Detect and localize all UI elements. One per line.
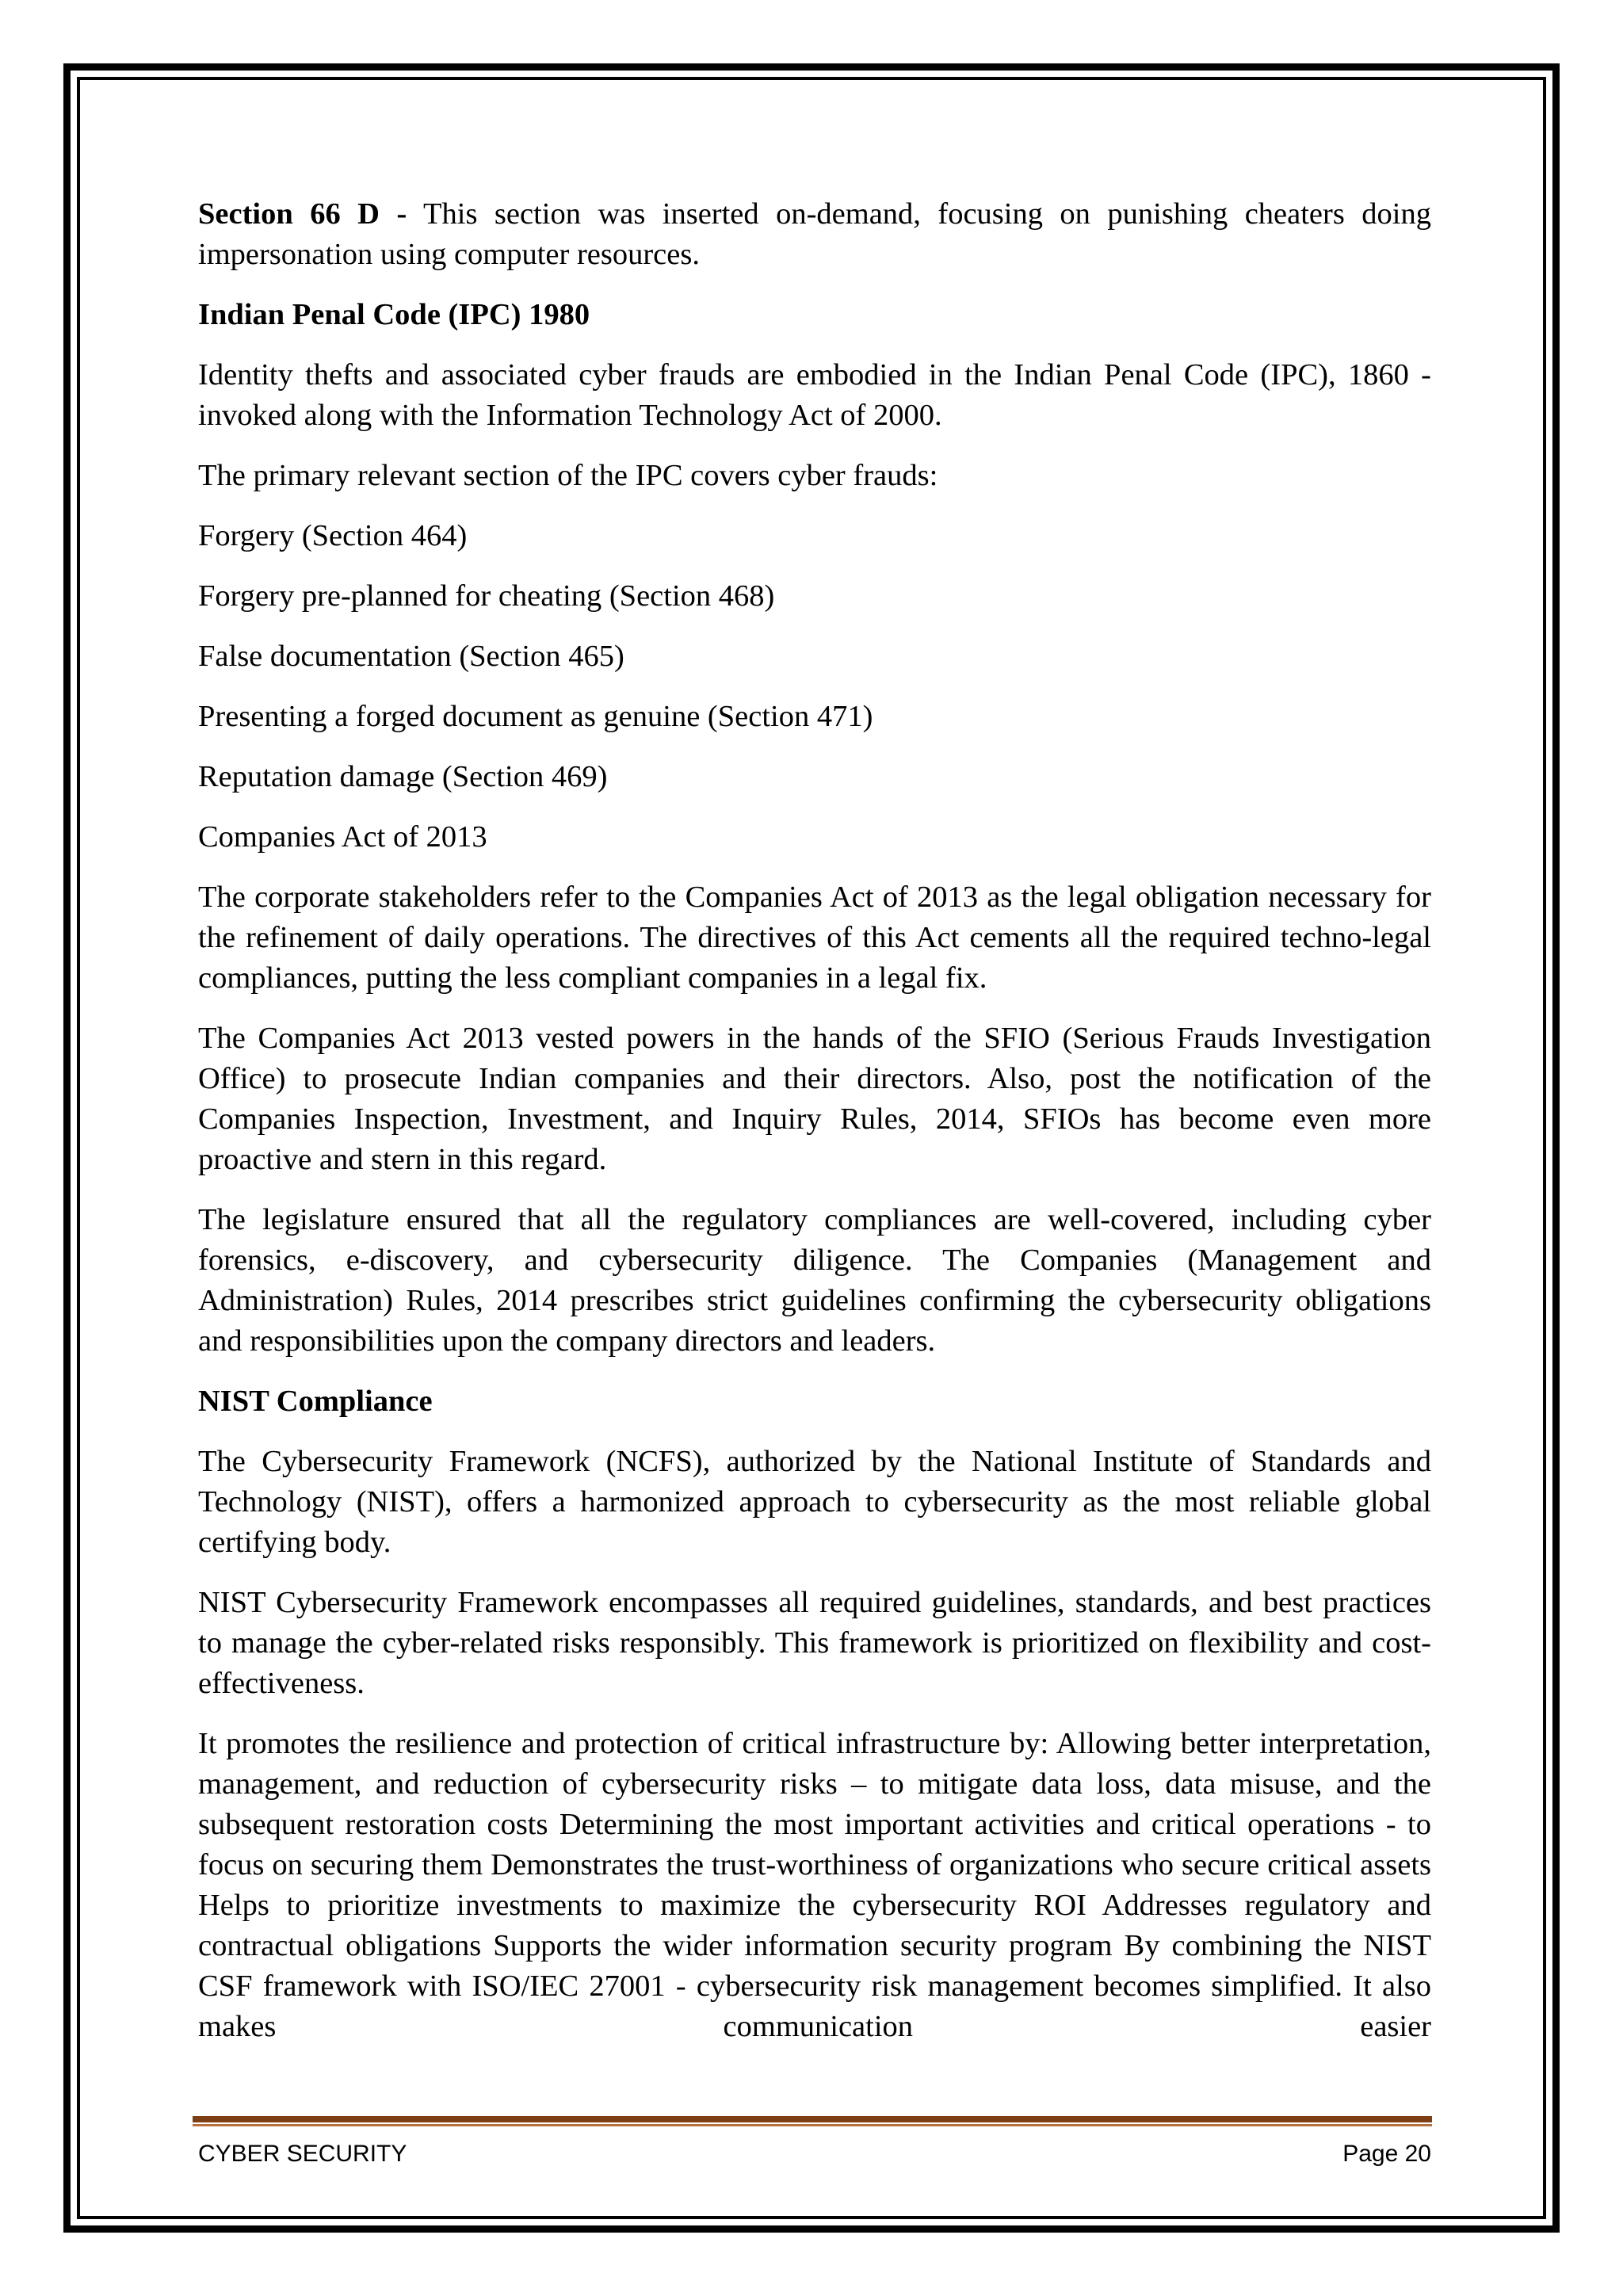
- ipc-heading: Indian Penal Code (IPC) 1980: [198, 298, 590, 331]
- companies-act-paragraph-1: The corporate stakeholders refer to the Companies Act of 2013 as the legal obligation necessary for the refinement of daily operations. The directives of this Act cements all the required techno-legal compliances, putting the less compliant companies in a legal fix.: [198, 881, 1431, 995]
- section-66d-paragraph: [198, 194, 1431, 275]
- page-footer: [198, 2137, 1431, 2172]
- footer-rule-thick: [193, 2116, 1432, 2122]
- ipc-intro-paragraph: Identity thefts and associated cyber frauds are embodied in the Indian Penal Code (IPC), 1860 - invoked along with the Information Technology Act of 2000.: [198, 358, 1431, 432]
- ipc-item-forgery-cheating: Forgery pre-planned for cheating (Section 468): [198, 579, 775, 613]
- companies-act-paragraph-3: The legislature ensured that all the regulatory compliances are well-covered, including cyber forensics, e-discovery, and cybersecurity diligence. The Companies (Management and Administration) Rules, 2014 prescribes strict guidelines confirming the cybersecurity obligations and responsibilities upon the company directors and leaders.: [198, 1203, 1431, 1358]
- nist-paragraph-1: The Cybersecurity Framework (NCFS), authorized by the National Institute of Standards and Technology (NIST), offers a harmonized approach to cybersecurity as the most reliable global certifying body.: [198, 1445, 1431, 1559]
- page-body: [198, 194, 1431, 2047]
- footer-title: CYBER SECURITY: [198, 2141, 407, 2167]
- nist-paragraph-2: NIST Cybersecurity Framework encompasses all required guidelines, standards, and best practices to manage the cyber-related risks responsibly. This framework is prioritized on flexibility and cost-effectiveness.: [198, 1586, 1431, 1700]
- nist-heading: NIST Compliance: [198, 1385, 433, 1418]
- companies-act-heading: Companies Act of 2013: [198, 820, 487, 854]
- ipc-item-false-documentation: False documentation (Section 465): [198, 640, 624, 673]
- ipc-item-forged-document: Presenting a forged document as genuine (Section 471): [198, 700, 873, 733]
- section-66d-text: This section was inserted on-demand, focusing on punishing cheaters doing impersonation using computer resources.: [198, 197, 1431, 271]
- ipc-item-forgery: Forgery (Section 464): [198, 519, 468, 552]
- companies-act-paragraph-2: The Companies Act 2013 vested powers in the hands of the SFIO (Serious Frauds Investigation Office) to prosecute Indian companies and their directors. Also, post the notification of the Companies Inspection, Investment, and Inquiry Rules, 2014, SFIOs has become even more proactive and stern in this regard.: [198, 1022, 1431, 1176]
- page-number: Page 20: [1342, 2141, 1431, 2167]
- footer-rule-thin: [193, 2124, 1432, 2126]
- section-66d-label: Section 66 D -: [198, 197, 407, 231]
- ipc-item-reputation-damage: Reputation damage (Section 469): [198, 760, 608, 793]
- nist-paragraph-3: It promotes the resilience and protection of critical infrastructure by: Allowing better interpretation, management, and reduction of cybersecurity risks – to mitigate data loss, data misuse, and the subsequent restoration costs Determining the most important activities and critical operations - to focus on securing them Demonstrates the trust-worthiness of organizations who secure critical assets Helps to prioritize investments to maximize the cybersecurity ROI Addresses regulatory and contractual obligations Supports the wider information security program By combining the NIST CSF framework with ISO/IEC 27001 - cybersecurity risk management becomes simplified. It also makes communication easier: [198, 1727, 1431, 2043]
- ipc-sections-intro: The primary relevant section of the IPC covers cyber frauds:: [198, 459, 938, 492]
